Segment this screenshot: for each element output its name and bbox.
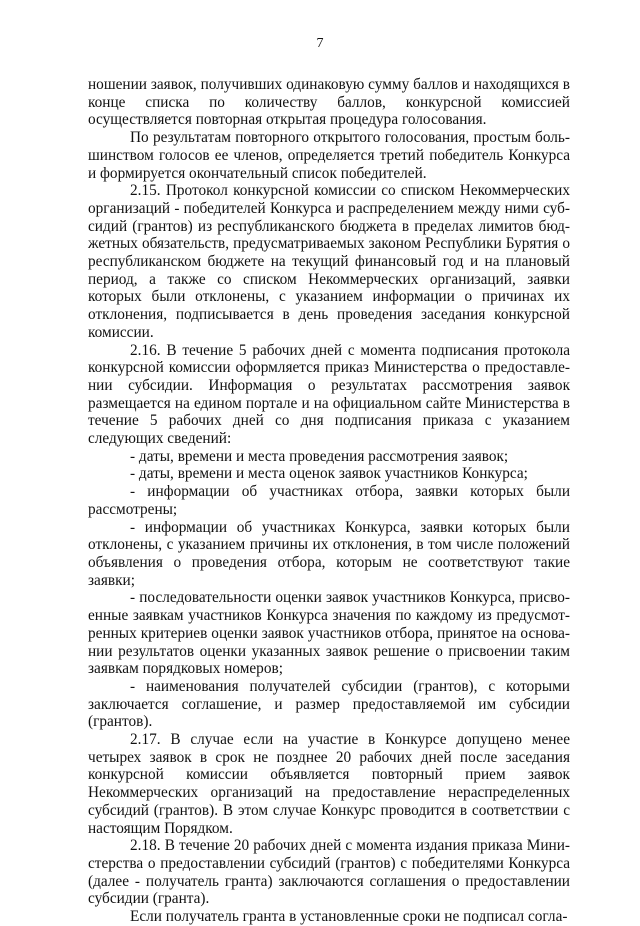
list-item: - последовательности оценки заявок участников Конкурса, присвоенные заявкам участников Конкурса значения по каждому из предусмотренных критериев оценки заявок участников отбора, принятое на основании результатов оценки указанных заявок решение о присвоении таким заявкам порядковых номеров; [88, 589, 570, 678]
paragraph-2-17: 2.17. В случае если на участие в Конкурсе допущено менее четырех заявок в срок не позднее 20 рабочих дней после заседания конкурсной комиссии объявляется повторный прием заявок Некоммерческих организаций на предоставление нераспределенных субсидий (грантов). В этом случае Конкурс проводится в соответствии с настоящим Порядком. [88, 731, 570, 837]
list-item: - даты, времени и места проведения рассмотрения заявок; [130, 447, 509, 465]
page-number: 7 [316, 36, 324, 51]
paragraph: Если получатель гранта в установленные сроки не подписал согла- [130, 908, 568, 926]
list-item: - информации об участниках отбора, заявки которых были рассмотрены; [88, 483, 570, 518]
list-item: - даты, времени и места оценок заявок участников Конкурса; [130, 465, 528, 483]
paragraph-2-15: 2.15. Протокол конкурсной комиссии со списком Некоммерческих организаций - победителей Конкурса и распределением между ними субсидий (грантов) из республиканского бюджета в пределах лимитов бюджетных обязательств, предусматриваемых законом Республики Бурятия о республиканском бюджете на текущий финансовый год и на плановый период, а также со списком Некоммерческих организаций, заявки которых были отклонены, с указанием информации о причинах их отклонения, подписывается в день проведения заседания конкурсной комиссии. [88, 182, 570, 341]
list-item: - наименования получателей субсидии (грантов), с которыми заключается соглашение, и размер предоставляемой им субсидии (грантов). [88, 677, 570, 731]
paragraph-2-18: 2.18. В течение 20 рабочих дней с момента издания приказа Министерства о предоставлении субсидий (грантов) с победителями Конкурса (далее - получатель гранта) заключаются соглашения о предоставлении субсидии (гранта). [88, 837, 570, 908]
list-item: - информации об участниках Конкурса, заявки которых были отклонены, с указанием причины их отклонения, в том числе положений объявления о проведения отбора, которым не соответствуют такие заявки; [88, 518, 570, 589]
document-body [88, 76, 570, 926]
paragraph: ношении заявок, получивших одинаковую сумму баллов и находящихся в конце списка по количеству баллов, конкурсной комиссией осуществляется повторная открытая процедура голосования. [88, 76, 570, 129]
paragraph-2-16: 2.16. В течение 5 рабочих дней с момента подписания протокола конкурсной комиссии оформляется приказ Министерства о предоставлении субсидии. Информация о результатах рассмотрения заявок размещается на едином портале и на официальном сайте Министерства в течение 5 рабочих дней со дня подписания приказа с указанием следующих сведений: [88, 341, 570, 448]
paragraph: По результатам повторного открытого голосования, простым большинством голосов ее членов, определяется третий победитель Конкурса и формируется окончательный список победителей. [88, 129, 570, 182]
